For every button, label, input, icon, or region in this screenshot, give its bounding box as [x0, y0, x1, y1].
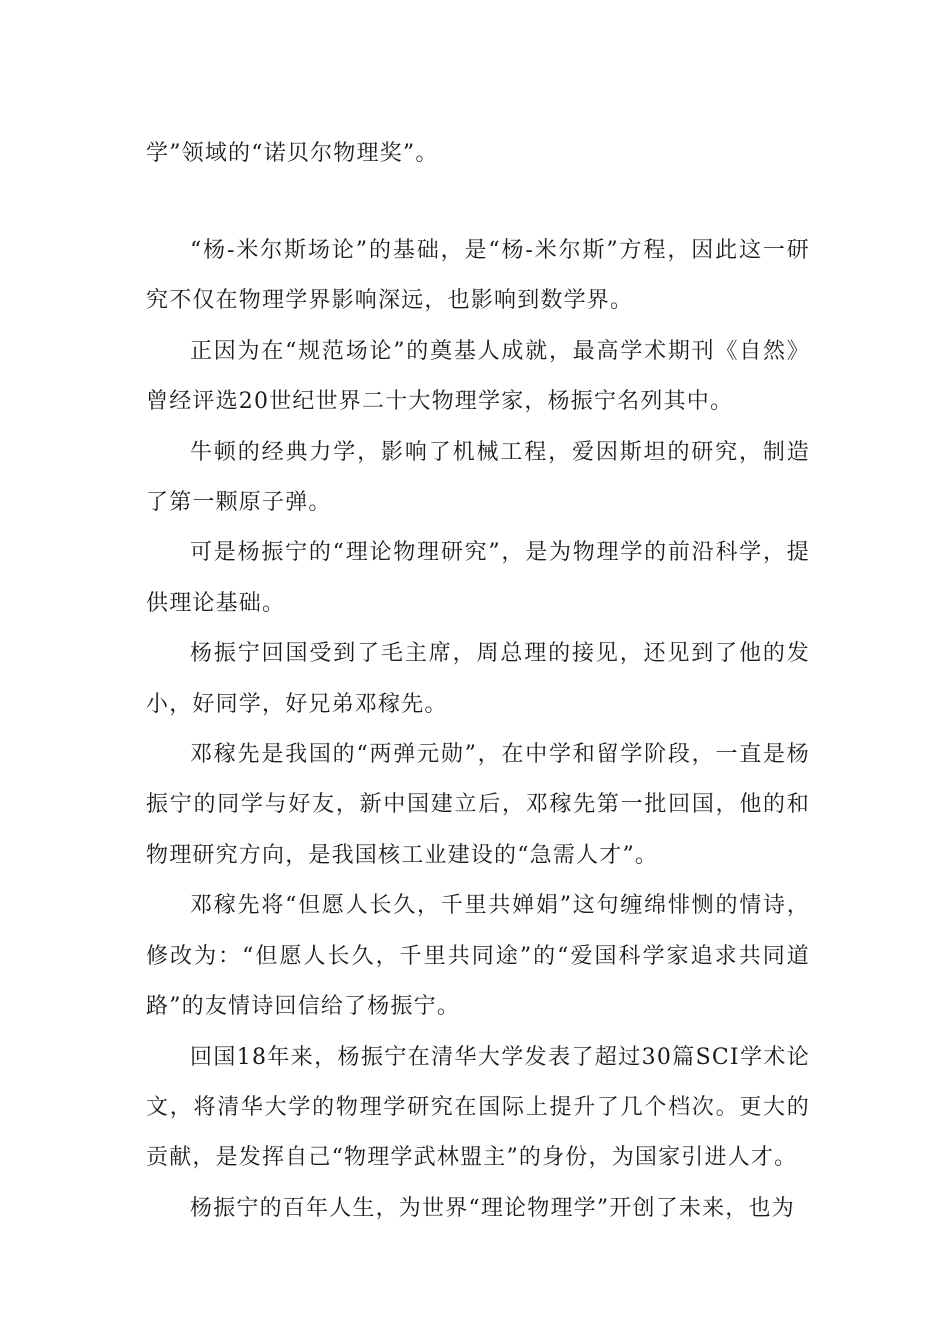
intro-fragment: 学”领域的“诺贝尔物理奖”。 [146, 141, 439, 166]
intro-fragment-block [146, 129, 810, 179]
paragraph-yang-mills: “杨-米尔斯场论”的基础，是“杨-米尔斯”方程，因此这一研究不仅在物理学界影响深远，也影响到数学界。 [146, 238, 810, 314]
paragraph-deng-jiaxian: 邓稼先是我国的“两弹元勋”，在中学和留学阶段，一直是杨振宁的同学与好友，新中国建立后，邓稼先第一批回国，他的和物理研究方向，是我国核工业建设的“急需人才”。 [146, 742, 810, 868]
paragraph-theoretical-physics: 可是杨振宁的“理论物理研究”，是为物理学的前沿科学，提供理论基础。 [146, 540, 810, 616]
paragraph-newton-einstein: 牛顿的经典力学，影响了机械工程，爱因斯坦的研究，制造了第一颗原子弹。 [146, 439, 810, 516]
paragraph-century-life: 杨振宁的百年人生，为世界“理论物理学”开创了未来，也为 [190, 1195, 795, 1221]
paragraph-poem: 邓稼先将“但愿人长久，千里共婵娟”这句缠绵悱恻的情诗，修改为：“但愿人长久，千里共同途”的“爱国科学家追求共同道路”的友情诗回信给了杨振宁。 [146, 893, 810, 1020]
paragraph-nature-ranking: 正因为在“规范场论”的奠基人成就，最高学术期刊《自然》曾经评选20世纪世界二十大物理学家，杨振宁名列其中。 [146, 338, 810, 415]
paragraph-return-meeting: 杨振宁回国受到了毛主席，周总理的接见，还见到了他的发小，好同学，好兄弟邓稼先。 [146, 641, 810, 717]
body-text [146, 226, 810, 1234]
paragraph-tsinghua: 回国18年来，杨振宁在清华大学发表了超过30篇SCI学术论文，将清华大学的物理学研究在国际上提升了几个档次。更大的贡献，是发挥自己“物理学武林盟主”的身份，为国家引进人才。 [146, 1044, 810, 1171]
